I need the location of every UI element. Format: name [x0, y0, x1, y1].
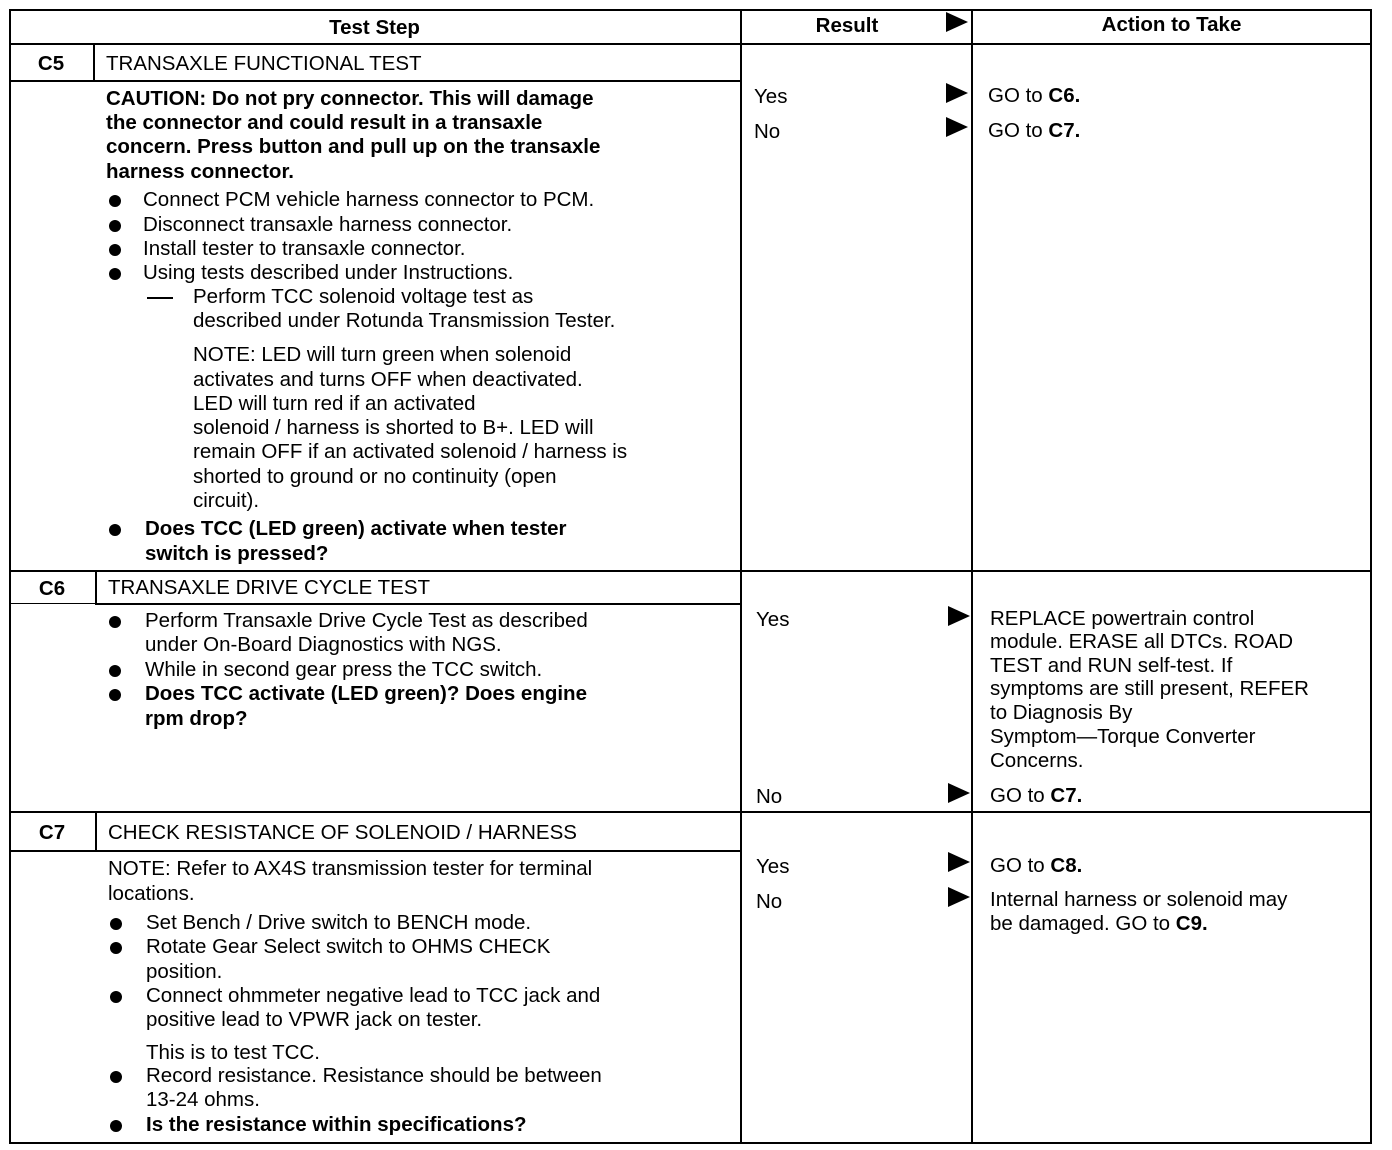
c5-caution-line: the connector and could result in a transaxle	[106, 111, 543, 134]
c7-bullet: Connect ohmmeter negative lead to TCC jack and	[146, 984, 601, 1007]
c6-action-yes-line: TEST and RUN self-test. If	[990, 654, 1233, 677]
c7-note-line: locations.	[108, 882, 195, 905]
c6-action-yes-line: Symptom—Torque Converter	[990, 725, 1256, 748]
c6-no-arrow-icon	[948, 783, 970, 803]
c5-bullet: Disconnect transaxle harness connector.	[143, 213, 513, 236]
c5-dash-item: Perform TCC solenoid voltage test as	[193, 285, 534, 308]
c5-dash-item: described under Rotunda Transmission Tester.	[193, 309, 616, 332]
c6-id-divider	[95, 570, 97, 604]
table-border-bottom	[9, 1142, 1372, 1144]
c7-title: CHECK RESISTANCE OF SOLENOID / HARNESS	[108, 821, 577, 844]
c5-step-id: C5	[37, 52, 65, 75]
c6-action-yes-line: symptoms are still present, REFER	[990, 677, 1309, 700]
c7-bullet: Set Bench / Drive switch to BENCH mode.	[146, 911, 532, 934]
bullet-icon	[109, 616, 121, 628]
c5-bullet: Install tester to transaxle connector.	[143, 237, 466, 260]
c6-question: rpm drop?	[145, 707, 248, 730]
c6-bullet: Perform Transaxle Drive Cycle Test as described	[145, 609, 588, 632]
header-result: Result	[815, 14, 879, 37]
bullet-icon	[109, 268, 121, 280]
c5-bullet: Connect PCM vehicle harness connector to PCM.	[143, 188, 595, 211]
c6-action-yes-line: REPLACE powertrain control	[990, 607, 1255, 630]
c5-no-arrow-icon	[946, 117, 968, 137]
c7-title-underline	[9, 850, 740, 852]
c5-title-underline	[9, 80, 740, 82]
c5-note-line: LED will turn red if an activated	[193, 392, 476, 415]
c6-step-id: C6	[38, 577, 66, 600]
bullet-icon	[109, 195, 121, 207]
c7-id-divider	[95, 811, 97, 851]
c5-question: switch is pressed?	[145, 542, 329, 565]
c6-action-yes-line: Concerns.	[990, 749, 1084, 772]
c5-note-line: NOTE: LED will turn green when solenoid	[193, 343, 572, 366]
c5-action-yes: GO to C6.	[988, 84, 1081, 107]
bullet-icon	[110, 942, 122, 954]
c5-note-line: remain OFF if an activated solenoid / harness is	[193, 440, 628, 463]
c5-result-no: No	[754, 120, 781, 143]
bullet-icon	[110, 1120, 122, 1132]
c7-no-arrow-icon	[948, 887, 970, 907]
bullet-icon	[109, 689, 121, 701]
c7-sub-text: This is to test TCC.	[146, 1041, 320, 1064]
c5-bullet: Using tests described under Instructions.	[143, 261, 514, 284]
c7-bullet: position.	[146, 960, 223, 983]
c6-action-yes-line: module. ERASE all DTCs. ROAD	[990, 630, 1294, 653]
table-border-right	[1370, 9, 1372, 1144]
c5-note-line: solenoid / harness is shorted to B+. LED will	[193, 416, 594, 439]
c6-question: Does TCC activate (LED green)? Does engine	[145, 682, 587, 705]
c6-bullet: While in second gear press the TCC switch.	[145, 658, 543, 681]
c7-result-no: No	[756, 890, 783, 913]
bullet-icon	[109, 244, 121, 256]
header-arrow-icon	[946, 12, 968, 32]
c5-note-line: activates and turns OFF when deactivated.	[193, 368, 583, 391]
c7-result-yes: Yes	[756, 855, 790, 878]
c5-note-line: shorted to ground or no continuity (open	[193, 465, 557, 488]
c7-yes-arrow-icon	[948, 852, 970, 872]
c6-action-no: GO to C7.	[990, 784, 1083, 807]
c7-question: Is the resistance within specifications?	[146, 1113, 527, 1136]
c5-question: Does TCC (LED green) activate when tester	[145, 517, 567, 540]
c6-result-yes: Yes	[756, 608, 790, 631]
c5-id-divider	[93, 43, 95, 81]
c6-action-yes-line: to Diagnosis By	[990, 701, 1133, 724]
c7-bullet: Record resistance. Resistance should be between	[146, 1064, 602, 1087]
c6-yes-arrow-icon	[948, 606, 970, 626]
c7-action-yes: GO to C8.	[990, 854, 1083, 877]
table-border-top	[9, 9, 1370, 11]
c5-result-yes: Yes	[754, 85, 788, 108]
c6-title: TRANSAXLE DRIVE CYCLE TEST	[108, 576, 431, 599]
c7-bullet: 13-24 ohms.	[146, 1088, 260, 1111]
c5-yes-arrow-icon	[946, 83, 968, 103]
c6-result-no: No	[756, 785, 783, 808]
c6-title-underline	[95, 603, 740, 605]
c7-action-no-line: be damaged. GO to C9.	[990, 912, 1208, 935]
c5-action-no: GO to C7.	[988, 119, 1081, 142]
c5-caution-line: concern. Press button and pull up on the transaxle	[106, 135, 601, 158]
row-divider-c6	[9, 570, 1372, 572]
column-divider-1	[740, 9, 742, 1144]
header-action: Action to Take	[1101, 13, 1242, 36]
header-divider	[9, 43, 1372, 45]
c5-caution-line: harness connector.	[106, 160, 294, 183]
c5-caution-line: CAUTION: Do not pry connector. This will damage	[106, 87, 594, 110]
bullet-icon	[110, 991, 122, 1003]
bullet-icon	[110, 1071, 122, 1083]
row-divider-c7	[9, 811, 1372, 813]
c6-id-underline	[9, 603, 95, 604]
c7-step-id: C7	[38, 821, 66, 844]
c5-note-line: circuit).	[193, 489, 260, 512]
c7-bullet: Rotate Gear Select switch to OHMS CHECK	[146, 935, 551, 958]
bullet-icon	[110, 918, 122, 930]
c7-action-no-line: Internal harness or solenoid may	[990, 888, 1288, 911]
bullet-icon	[109, 665, 121, 677]
dash-icon	[147, 297, 173, 299]
column-divider-2	[971, 9, 973, 1144]
c6-bullet: under On-Board Diagnostics with NGS.	[145, 633, 502, 656]
c7-bullet: positive lead to VPWR jack on tester.	[146, 1008, 483, 1031]
c5-title: TRANSAXLE FUNCTIONAL TEST	[106, 52, 422, 75]
bullet-icon	[109, 524, 121, 536]
header-test-step: Test Step	[329, 16, 420, 39]
bullet-icon	[109, 220, 121, 232]
c7-note-line: NOTE: Refer to AX4S transmission tester for terminal	[108, 857, 593, 880]
